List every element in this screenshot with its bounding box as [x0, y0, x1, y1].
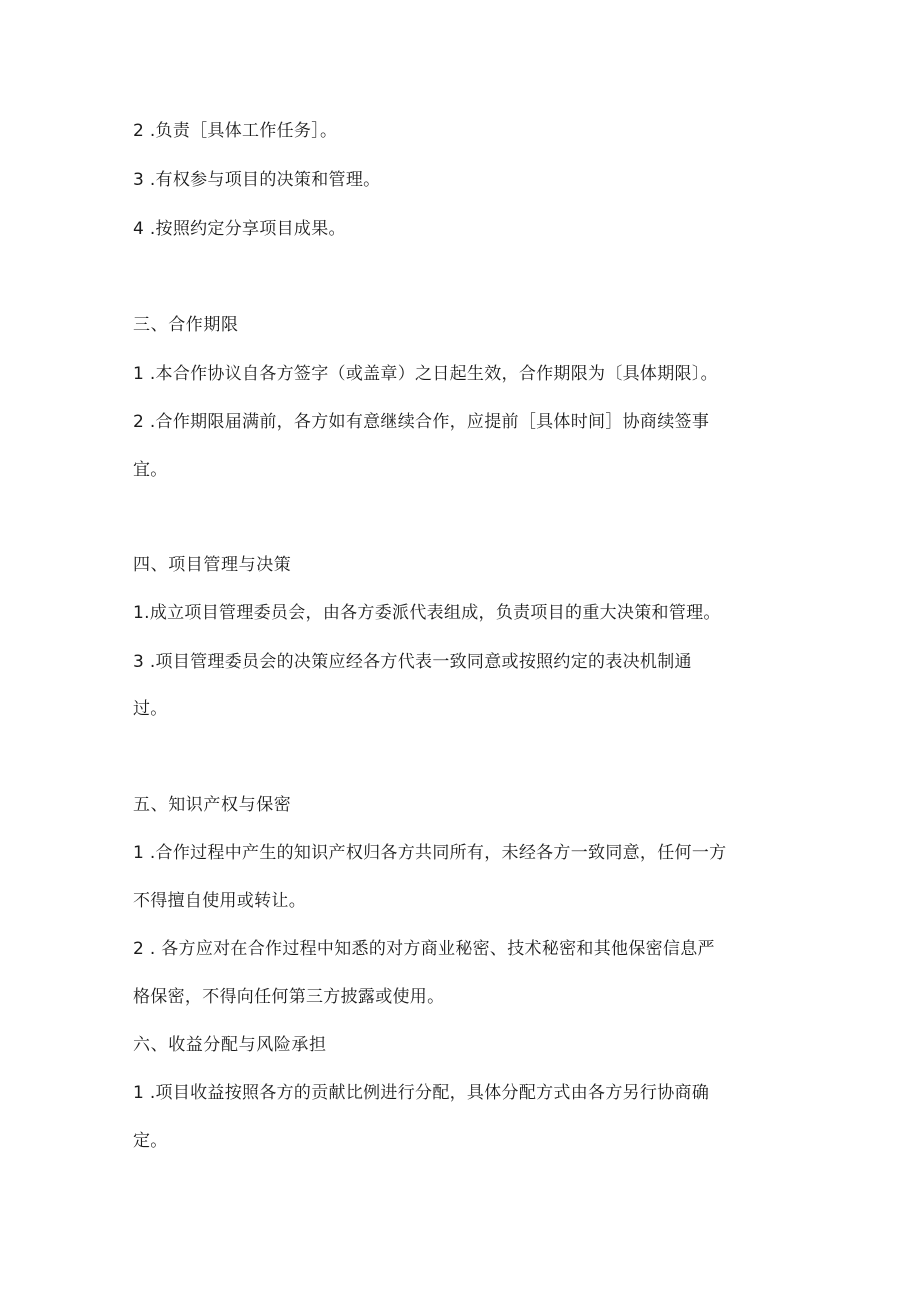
clause-4-line: 4 .按照约定分享项目成果。: [133, 219, 346, 239]
section-heading-profit-risk: 六、收益分配与风险承担: [133, 1035, 327, 1055]
section-heading-cooperation-term: 三、合作期限: [133, 315, 239, 335]
section-heading-project-management: 四、项目管理与决策: [133, 555, 292, 575]
management-clause-1-line: 1.成立项目管理委员会，由各方委派代表组成，负责项目的重大决策和管理。: [133, 603, 721, 623]
clause-2-line: 2 .负责［具体工作任务］。: [133, 121, 338, 141]
term-clause-1-line: 1 .本合作协议自各方签字（或盖章）之日起生效，合作期限为〔具体期限〕。: [133, 364, 718, 384]
section-heading-ip-confidentiality: 五、知识产权与保密: [133, 795, 292, 815]
ip-clause-2-continuation: 格保密，不得向任何第三方披露或使用。: [133, 987, 445, 1007]
term-clause-2-continuation: 宜。: [133, 460, 168, 480]
management-clause-3-line: 3 .项目管理委员会的决策应经各方代表一致同意或按照约定的表决机制通: [133, 652, 692, 672]
ip-clause-2-line: 2 . 各方应对在合作过程中知悉的对方商业秘密、技术秘密和其他保密信息严: [133, 939, 715, 959]
ip-clause-1-continuation: 不得擅自使用或转让。: [133, 891, 306, 911]
clause-3-line: 3 .有权参与项目的决策和管理。: [133, 170, 381, 190]
management-clause-3-continuation: 过。: [133, 699, 168, 719]
profit-clause-1-continuation: 定。: [133, 1131, 168, 1151]
profit-clause-1-line: 1 .项目收益按照各方的贡献比例进行分配，具体分配方式由各方另行协商确: [133, 1083, 710, 1103]
term-clause-2-line: 2 .合作期限届满前，各方如有意继续合作，应提前［具体时间］协商续签事: [133, 412, 710, 432]
ip-clause-1-line: 1 .合作过程中产生的知识产权归各方共同所有，未经各方一致同意，任何一方: [133, 843, 727, 863]
